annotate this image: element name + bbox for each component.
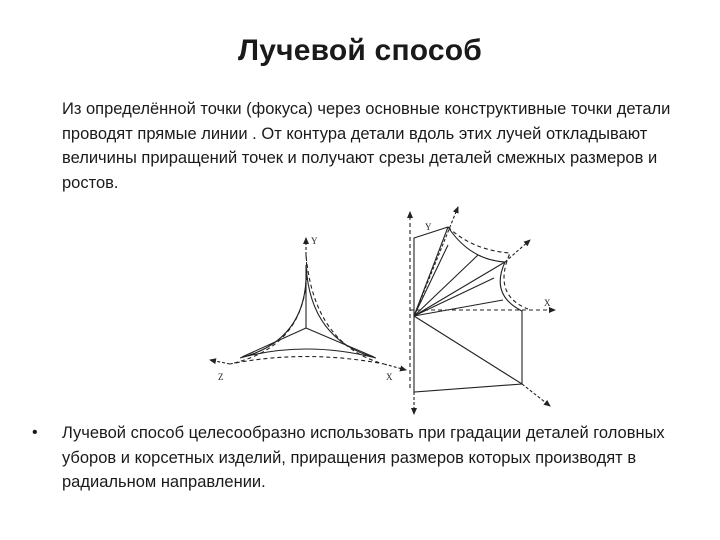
slide-title: Лучевой способ [237, 34, 483, 67]
right-axis-y-label: Y [425, 222, 432, 232]
axis-z-arrow [210, 360, 230, 364]
ray-6-ext [522, 384, 550, 406]
right-axis-x-label: X [544, 298, 551, 308]
right-pattern-diagram [410, 207, 555, 414]
bullet-marker: • [32, 424, 38, 441]
outer-dashed-contour-right [448, 227, 528, 309]
ray-4-ext [505, 240, 530, 262]
radial-line-x [306, 328, 374, 357]
radial-method-figure [200, 200, 580, 420]
ray-6 [414, 316, 522, 384]
intro-paragraph: Из определённой точки (фокуса) через основные конструктивные точки детали проводят прямые линии . От контура детали вдоль этих лучей откладывают величины приращений точек и получают срезы деталей смежных размеров и ростов. [62, 100, 671, 192]
left-axis-x-label: X [386, 372, 393, 382]
outer-dashed-contour [230, 255, 384, 364]
radial-line-z [242, 328, 306, 357]
bullet-text: Лучевой способ целесообразно использовать при градации деталей головных уборов и корсетных изделий, приращения размеров которых производят в радиальном направлении. [62, 424, 665, 491]
ray-2 [414, 255, 478, 316]
axis-x-arrow [384, 364, 406, 370]
left-axis-y-label: Y [311, 236, 318, 246]
left-axis-z-label: Z [218, 372, 224, 382]
inner-contour [240, 265, 376, 358]
ray-1-ext [414, 207, 458, 316]
left-triangle-diagram [210, 238, 406, 370]
